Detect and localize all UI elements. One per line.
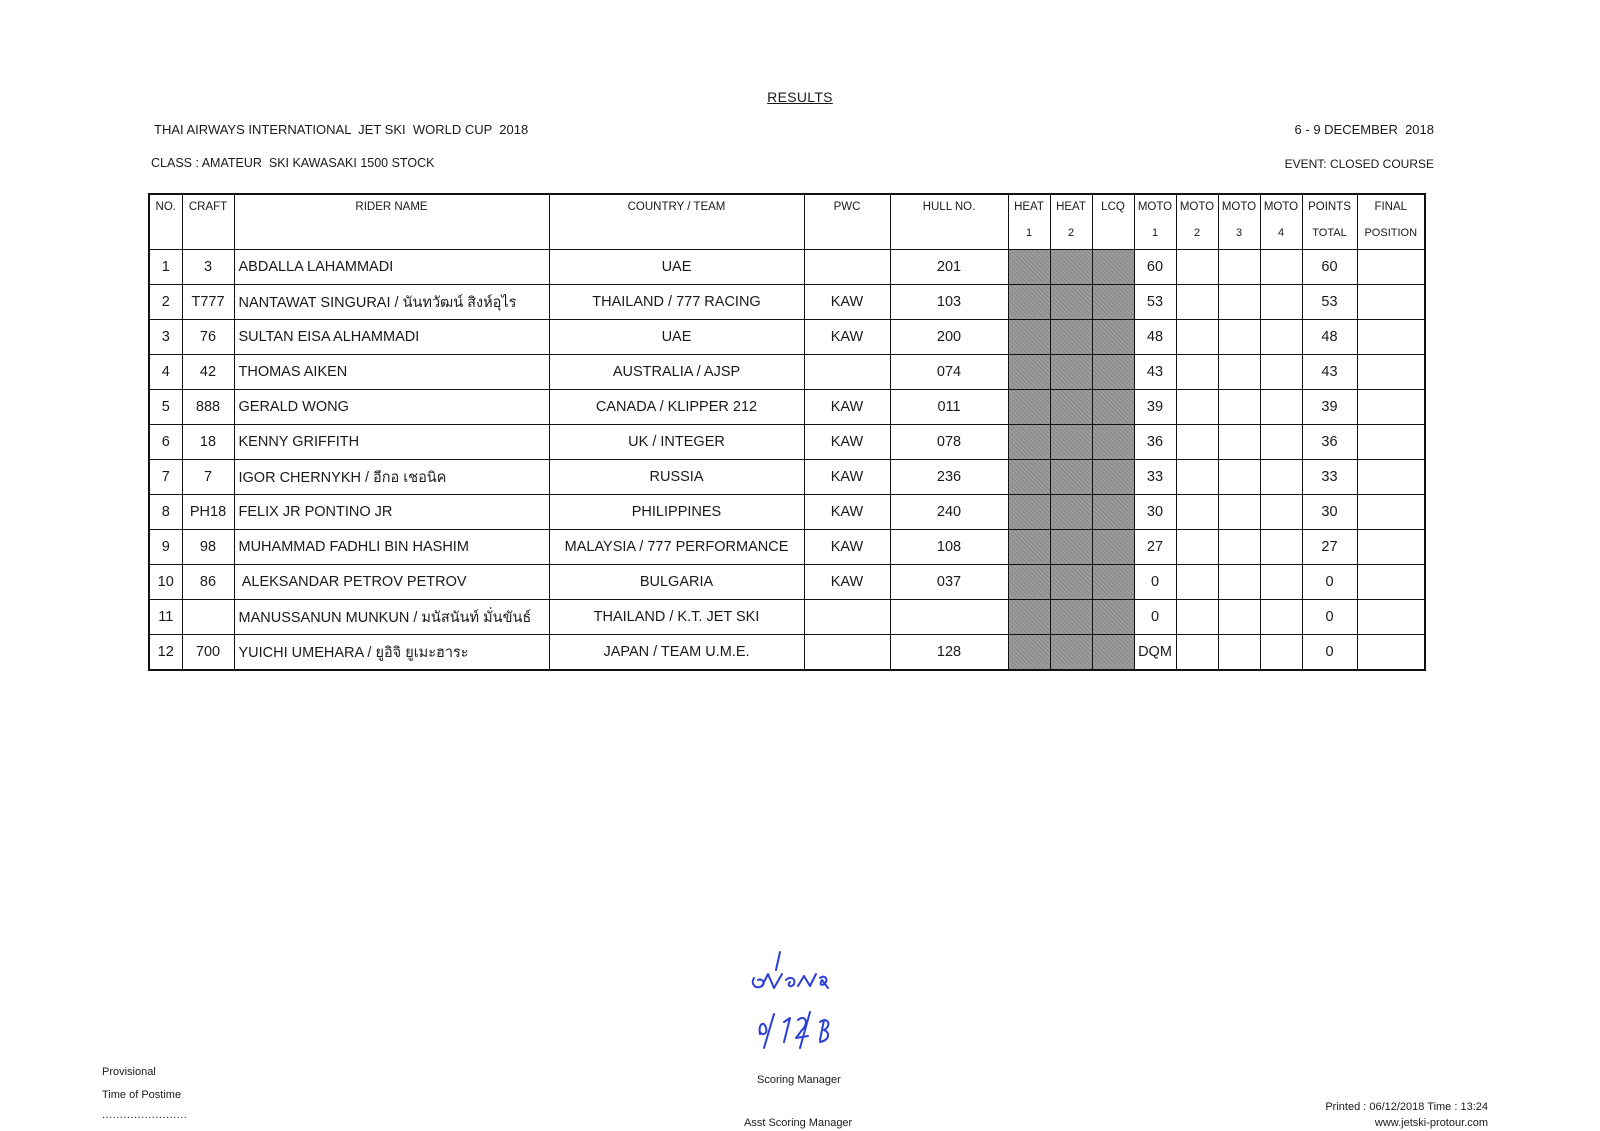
moto-3-cell [1218, 320, 1260, 355]
moto-1-cell: 39 [1134, 390, 1176, 425]
column-header-moto-1 [1134, 194, 1176, 250]
hull-no-cell: 240 [890, 495, 1008, 530]
craft-cell: 98 [182, 530, 234, 565]
pwc-cell: KAW [804, 530, 890, 565]
points-total-cell: 60 [1302, 250, 1357, 285]
no-cell: 6 [149, 425, 182, 460]
rider-name-cell: NANTAWAT SINGURAI / นันทวัฒน์ สิงห์อุไร [234, 285, 549, 320]
rider-name-cell: THOMAS AIKEN [234, 355, 549, 390]
heat-2-cell [1050, 565, 1092, 600]
country-team-cell: AUSTRALIA / AJSP [549, 355, 804, 390]
craft-cell: 76 [182, 320, 234, 355]
points-total-cell: 0 [1302, 600, 1357, 635]
moto-4-cell [1260, 355, 1302, 390]
hull-no-cell: 037 [890, 565, 1008, 600]
moto-1-cell: 0 [1134, 600, 1176, 635]
moto-4-cell [1260, 390, 1302, 425]
scoring-manager-label: Scoring Manager [757, 1074, 841, 1086]
no-cell: 1 [149, 250, 182, 285]
column-header-rider-name [234, 194, 549, 250]
moto-1-cell: 33 [1134, 460, 1176, 495]
heat-1-cell [1008, 390, 1050, 425]
column-header-label: POINTS [1308, 201, 1351, 213]
country-team-cell: UAE [549, 250, 804, 285]
column-header-hull-no [890, 194, 1008, 250]
column-header-moto-2 [1176, 194, 1218, 250]
table-row [149, 460, 1425, 495]
heat-2-cell [1050, 600, 1092, 635]
no-cell: 8 [149, 495, 182, 530]
craft-cell: 18 [182, 425, 234, 460]
results-table [148, 193, 1426, 671]
heat-1-cell [1008, 425, 1050, 460]
country-team-cell: UK / INTEGER [549, 425, 804, 460]
moto-1-cell: 27 [1134, 530, 1176, 565]
moto-3-cell [1218, 390, 1260, 425]
pwc-cell: KAW [804, 425, 890, 460]
moto-1-cell: 60 [1134, 250, 1176, 285]
column-header-label: MOTO [1179, 201, 1215, 213]
moto-1-cell: 0 [1134, 565, 1176, 600]
final-position-cell [1357, 495, 1425, 530]
heat-1-cell [1008, 565, 1050, 600]
points-total-cell: 36 [1302, 425, 1357, 460]
pwc-cell: KAW [804, 565, 890, 600]
heat-2-cell [1050, 250, 1092, 285]
pwc-cell: KAW [804, 460, 890, 495]
craft-cell: 888 [182, 390, 234, 425]
column-header-moto-4 [1260, 194, 1302, 250]
moto-2-cell [1176, 355, 1218, 390]
heat-1-cell [1008, 285, 1050, 320]
heat-2-cell [1050, 495, 1092, 530]
heat-1-cell [1008, 530, 1050, 565]
heat-2-cell [1050, 285, 1092, 320]
column-header-sublabel: TOTAL [1312, 227, 1347, 239]
rider-name-cell: ABDALLA LAHAMMADI [234, 250, 549, 285]
lcq-cell [1092, 425, 1134, 460]
moto-3-cell [1218, 565, 1260, 600]
table-header-row [149, 194, 1425, 250]
column-header-points-total [1302, 194, 1357, 250]
final-position-cell [1357, 425, 1425, 460]
pwc-cell: KAW [804, 495, 890, 530]
craft-cell: PH18 [182, 495, 234, 530]
class-name: CLASS : AMATEUR SKI KAWASAKI 1500 STOCK [151, 156, 435, 170]
column-header-label: LCQ [1101, 201, 1125, 213]
table-row [149, 285, 1425, 320]
heat-1-cell [1008, 250, 1050, 285]
column-header-label: HULL NO. [922, 201, 976, 213]
rider-name-cell: KENNY GRIFFITH [234, 425, 549, 460]
column-header-label: FINAL [1374, 201, 1408, 213]
column-header-sublabel: 2 [1067, 227, 1075, 239]
points-total-cell: 53 [1302, 285, 1357, 320]
time-of-postime-label: Time of Postime [102, 1089, 182, 1101]
heat-2-cell [1050, 635, 1092, 671]
moto-4-cell [1260, 495, 1302, 530]
handwritten-signature [740, 948, 860, 1068]
lcq-cell [1092, 460, 1134, 495]
moto-1-cell: 43 [1134, 355, 1176, 390]
craft-cell: 42 [182, 355, 234, 390]
no-cell: 12 [149, 635, 182, 671]
final-position-cell [1357, 565, 1425, 600]
moto-4-cell [1260, 460, 1302, 495]
event-dates: 6 - 9 DECEMBER 2018 [1294, 122, 1434, 137]
hull-no-cell: 201 [890, 250, 1008, 285]
table-row [149, 355, 1425, 390]
heat-1-cell [1008, 320, 1050, 355]
hull-no-cell: 200 [890, 320, 1008, 355]
no-cell: 2 [149, 285, 182, 320]
column-header-label: MOTO [1221, 201, 1257, 213]
craft-cell: 86 [182, 565, 234, 600]
no-cell: 3 [149, 320, 182, 355]
column-header-final-position [1357, 194, 1425, 250]
moto-3-cell [1218, 635, 1260, 671]
lcq-cell [1092, 495, 1134, 530]
pwc-cell [804, 250, 890, 285]
moto-4-cell [1260, 565, 1302, 600]
moto-2-cell [1176, 635, 1218, 671]
points-total-cell: 43 [1302, 355, 1357, 390]
moto-3-cell [1218, 530, 1260, 565]
moto-4-cell [1260, 320, 1302, 355]
moto-2-cell [1176, 390, 1218, 425]
table-row [149, 425, 1425, 460]
column-header-sublabel: 1 [1151, 227, 1159, 239]
pwc-cell: KAW [804, 390, 890, 425]
rider-name-cell: FELIX JR PONTINO JR [234, 495, 549, 530]
table-row [149, 565, 1425, 600]
points-total-cell: 0 [1302, 565, 1357, 600]
points-total-cell: 39 [1302, 390, 1357, 425]
moto-1-cell: 53 [1134, 285, 1176, 320]
heat-1-cell [1008, 460, 1050, 495]
country-team-cell: PHILIPPINES [549, 495, 804, 530]
points-total-cell: 0 [1302, 635, 1357, 671]
table-row [149, 530, 1425, 565]
final-position-cell [1357, 355, 1425, 390]
column-header-label: MOTO [1137, 201, 1173, 213]
moto-3-cell [1218, 355, 1260, 390]
rider-name-cell: YUICHI UMEHARA / ยูอิจิ ยูเมะฮาระ [234, 635, 549, 671]
craft-cell [182, 600, 234, 635]
craft-cell: 3 [182, 250, 234, 285]
column-header-no [149, 194, 182, 250]
no-cell: 9 [149, 530, 182, 565]
event-type: EVENT: CLOSED COURSE [1284, 157, 1434, 171]
column-header-pwc [804, 194, 890, 250]
moto-2-cell [1176, 495, 1218, 530]
column-header-label: MOTO [1263, 201, 1299, 213]
moto-4-cell [1260, 600, 1302, 635]
moto-3-cell [1218, 460, 1260, 495]
heat-1-cell [1008, 355, 1050, 390]
moto-4-cell [1260, 285, 1302, 320]
final-position-cell [1357, 530, 1425, 565]
country-team-cell: THAILAND / K.T. JET SKI [549, 600, 804, 635]
final-position-cell [1357, 600, 1425, 635]
lcq-cell [1092, 390, 1134, 425]
asst-scoring-manager-label: Asst Scoring Manager [744, 1117, 853, 1129]
final-position-cell [1357, 390, 1425, 425]
no-cell: 5 [149, 390, 182, 425]
column-header-label: COUNTRY / TEAM [627, 201, 726, 213]
pwc-cell [804, 635, 890, 671]
moto-2-cell [1176, 285, 1218, 320]
moto-1-cell: DQM [1134, 635, 1176, 671]
moto-3-cell [1218, 250, 1260, 285]
moto-2-cell [1176, 425, 1218, 460]
page-title: RESULTS [767, 89, 833, 105]
moto-2-cell [1176, 600, 1218, 635]
final-position-cell [1357, 460, 1425, 495]
heat-2-cell [1050, 320, 1092, 355]
rider-name-cell: SULTAN EISA ALHAMMADI [234, 320, 549, 355]
heat-1-cell [1008, 635, 1050, 671]
column-header-craft [182, 194, 234, 250]
moto-3-cell [1218, 425, 1260, 460]
moto-1-cell: 48 [1134, 320, 1176, 355]
postime-blank-line: ........................ [102, 1109, 188, 1121]
no-cell: 11 [149, 600, 182, 635]
table-row [149, 320, 1425, 355]
points-total-cell: 33 [1302, 460, 1357, 495]
column-header-sublabel: POSITION [1364, 227, 1418, 239]
moto-3-cell [1218, 600, 1260, 635]
moto-3-cell [1218, 285, 1260, 320]
no-cell: 10 [149, 565, 182, 600]
country-team-cell: RUSSIA [549, 460, 804, 495]
moto-1-cell: 30 [1134, 495, 1176, 530]
hull-no-cell: 078 [890, 425, 1008, 460]
hull-no-cell: 236 [890, 460, 1008, 495]
pwc-cell [804, 600, 890, 635]
moto-2-cell [1176, 460, 1218, 495]
hull-no-cell: 074 [890, 355, 1008, 390]
no-cell: 4 [149, 355, 182, 390]
country-team-cell: MALAYSIA / 777 PERFORMANCE [549, 530, 804, 565]
final-position-cell [1357, 285, 1425, 320]
moto-4-cell [1260, 530, 1302, 565]
no-cell: 7 [149, 460, 182, 495]
country-team-cell: CANADA / KLIPPER 212 [549, 390, 804, 425]
rider-name-cell: MUHAMMAD FADHLI BIN HASHIM [234, 530, 549, 565]
hull-no-cell: 011 [890, 390, 1008, 425]
column-header-country-team [549, 194, 804, 250]
craft-cell: 700 [182, 635, 234, 671]
column-header-sublabel: 3 [1235, 227, 1243, 239]
lcq-cell [1092, 250, 1134, 285]
moto-3-cell [1218, 495, 1260, 530]
lcq-cell [1092, 530, 1134, 565]
pwc-cell: KAW [804, 285, 890, 320]
country-team-cell: BULGARIA [549, 565, 804, 600]
lcq-cell [1092, 320, 1134, 355]
rider-name-cell: IGOR CHERNYKH / อีกอ เชอนิค [234, 460, 549, 495]
moto-2-cell [1176, 565, 1218, 600]
rider-name-cell: ALEKSANDAR PETROV PETROV [234, 565, 549, 600]
column-header-sublabel: 4 [1277, 227, 1285, 239]
moto-2-cell [1176, 250, 1218, 285]
column-header-label: HEAT [1056, 201, 1086, 213]
column-header-label: RIDER NAME [355, 201, 428, 213]
heat-2-cell [1050, 355, 1092, 390]
column-header-label: CRAFT [188, 201, 228, 213]
heat-2-cell [1050, 460, 1092, 495]
table-row [149, 495, 1425, 530]
pwc-cell [804, 355, 890, 390]
column-header-label: HEAT [1014, 201, 1044, 213]
lcq-cell [1092, 635, 1134, 671]
final-position-cell [1357, 250, 1425, 285]
column-header-moto-3 [1218, 194, 1260, 250]
rider-name-cell: MANUSSANUN MUNKUN / มนัสนันท์ มั่นขันธ์ [234, 600, 549, 635]
lcq-cell [1092, 565, 1134, 600]
event-name: THAI AIRWAYS INTERNATIONAL JET SKI WORLD CUP 2018 [154, 122, 529, 137]
moto-1-cell: 36 [1134, 425, 1176, 460]
heat-2-cell [1050, 425, 1092, 460]
moto-4-cell [1260, 425, 1302, 460]
results-body [149, 250, 1425, 671]
pwc-cell: KAW [804, 320, 890, 355]
table-row [149, 390, 1425, 425]
provisional-label: Provisional [102, 1066, 156, 1078]
heat-2-cell [1050, 390, 1092, 425]
moto-2-cell [1176, 320, 1218, 355]
heat-1-cell [1008, 600, 1050, 635]
rider-name-cell: GERALD WONG [234, 390, 549, 425]
hull-no-cell: 108 [890, 530, 1008, 565]
column-header-sublabel: 2 [1193, 227, 1201, 239]
table-row [149, 635, 1425, 671]
column-header-label: PWC [833, 201, 861, 213]
moto-2-cell [1176, 530, 1218, 565]
printed-timestamp: Printed : 06/12/2018 Time : 13:24 [1325, 1101, 1488, 1113]
final-position-cell [1357, 635, 1425, 671]
table-row [149, 250, 1425, 285]
points-total-cell: 48 [1302, 320, 1357, 355]
final-position-cell [1357, 320, 1425, 355]
craft-cell: T777 [182, 285, 234, 320]
hull-no-cell [890, 600, 1008, 635]
heat-1-cell [1008, 495, 1050, 530]
lcq-cell [1092, 285, 1134, 320]
hull-no-cell: 103 [890, 285, 1008, 320]
country-team-cell: UAE [549, 320, 804, 355]
points-total-cell: 30 [1302, 495, 1357, 530]
country-team-cell: THAILAND / 777 RACING [549, 285, 804, 320]
heat-2-cell [1050, 530, 1092, 565]
lcq-cell [1092, 600, 1134, 635]
lcq-cell [1092, 355, 1134, 390]
moto-4-cell [1260, 250, 1302, 285]
points-total-cell: 27 [1302, 530, 1357, 565]
moto-4-cell [1260, 635, 1302, 671]
column-header-heat-2 [1050, 194, 1092, 250]
hull-no-cell: 128 [890, 635, 1008, 671]
column-header-lcq [1092, 194, 1134, 250]
country-team-cell: JAPAN / TEAM U.M.E. [549, 635, 804, 671]
column-header-sublabel: 1 [1025, 227, 1033, 239]
website-url: www.jetski-protour.com [1374, 1117, 1488, 1129]
column-header-label: NO. [155, 201, 176, 213]
craft-cell: 7 [182, 460, 234, 495]
table-row [149, 600, 1425, 635]
column-header-heat-1 [1008, 194, 1050, 250]
